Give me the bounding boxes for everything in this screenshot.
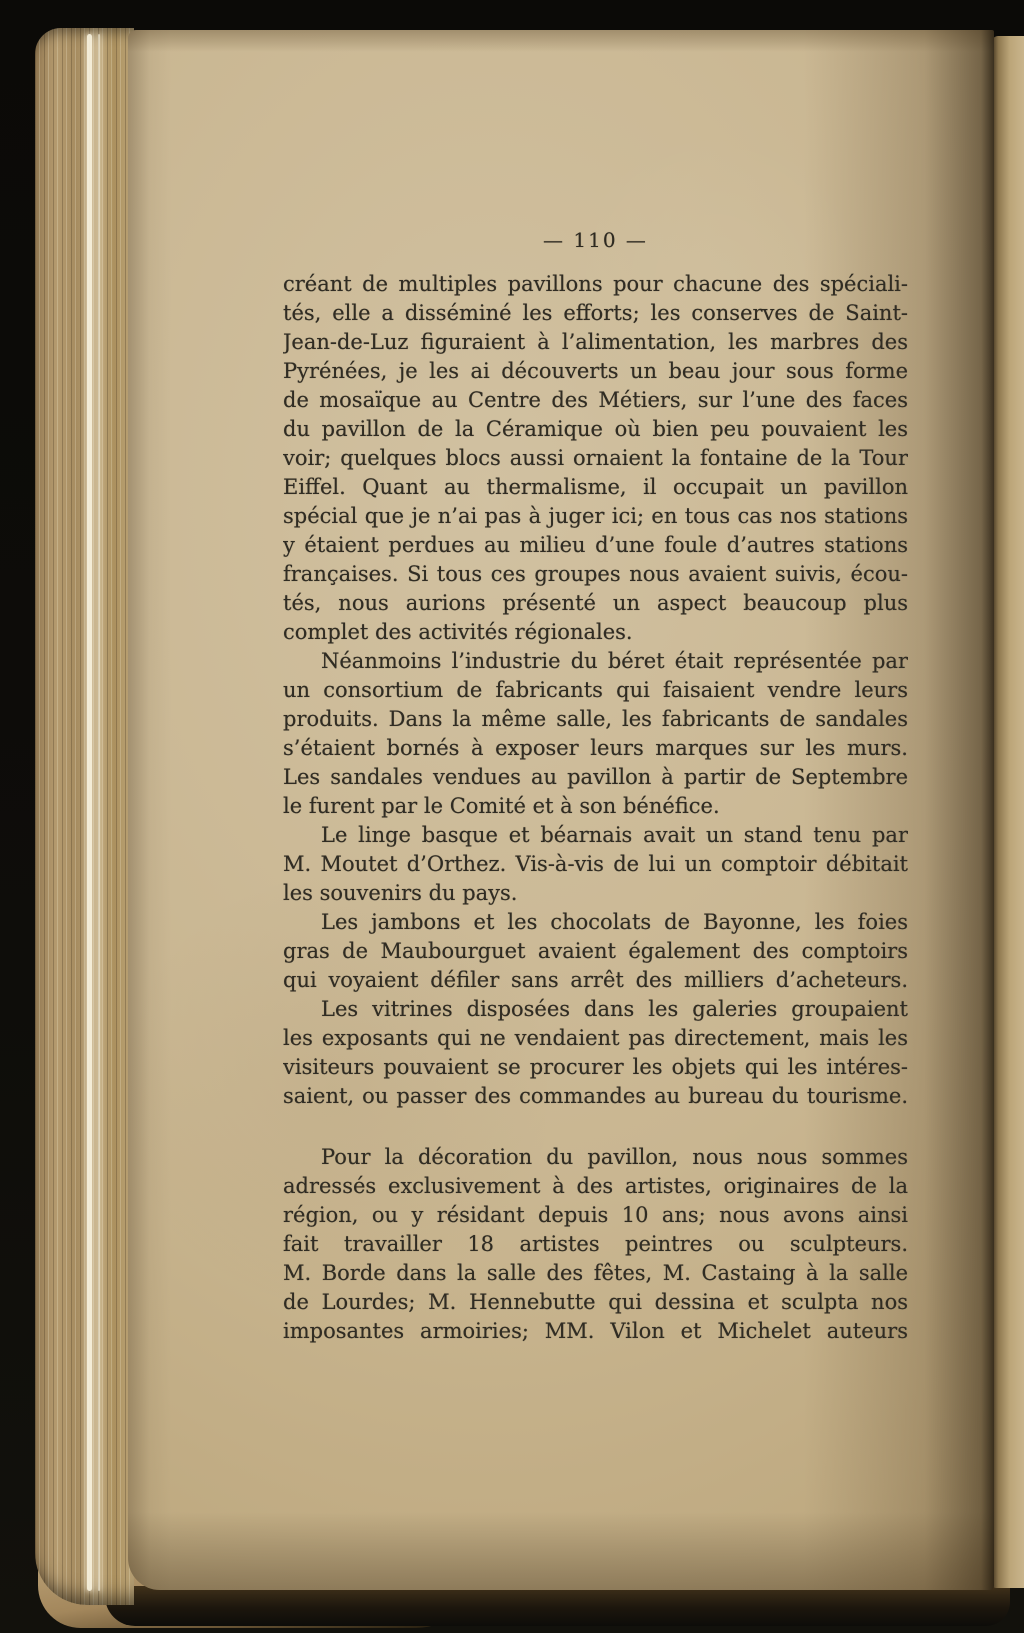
text-line: voir; quelques blocs aussi ornaient la fontaine de la Tour	[283, 446, 908, 470]
text-line: le furent par le Comité et à son bénéfice.	[283, 794, 720, 818]
page-edge-highlight	[98, 34, 100, 1591]
facing-page-sliver	[992, 36, 1024, 1588]
text-line: Pour la décoration du pavillon, nous nous sommes	[321, 1145, 908, 1169]
text-line: tés, nous aurions présenté un aspect beaucoup plus	[283, 591, 908, 615]
text-line: imposantes armoiries; MM. Vilon et Michelet auteurs	[283, 1319, 908, 1343]
text-line: adressés exclusivement à des artistes, originaires de la	[283, 1174, 908, 1198]
paragraph	[283, 821, 908, 908]
text-line: tés, elle a disséminé les efforts; les conserves de Saint-	[283, 301, 908, 325]
paragraph	[283, 647, 908, 821]
text-line: gras de Maubourguet avaient également des comptoirs	[283, 939, 908, 963]
text-line: saient, ou passer des commandes au bureau du tourisme.	[283, 1084, 908, 1108]
text-line: visiteurs pouvaient se procurer les objets qui les intéres-	[283, 1055, 908, 1079]
paragraph	[283, 1143, 908, 1346]
text-line: les souvenirs du pays.	[283, 881, 518, 905]
paragraph	[283, 270, 908, 647]
text-line: Eiffel. Quant au thermalisme, il occupait un pavillon	[283, 475, 908, 499]
paragraph	[283, 995, 908, 1111]
text-line: Les sandales vendues au pavillon à partir de Septembre	[283, 765, 908, 789]
text-line: fait travailler 18 artistes peintres ou sculpteurs.	[283, 1232, 908, 1256]
text-line: y étaient perdues au milieu d’une foule d’autres stations	[283, 533, 908, 557]
text-line: Jean-de-Luz figuraient à l’alimentation, les marbres des	[283, 330, 908, 354]
text-line: de Lourdes; M. Hennebutte qui dessina et sculpta nos	[283, 1290, 908, 1314]
text-line: région, ou y résidant depuis 10 ans; nous avons ainsi	[283, 1203, 908, 1227]
book-fore-edge-stack	[35, 28, 134, 1605]
text-line: Pyrénées, je les ai découverts un beau jour sous forme	[283, 359, 908, 383]
text-line: produits. Dans la même salle, les fabricants de sandales	[283, 707, 908, 731]
text-line: M. Borde dans la salle des fêtes, M. Castaing à la salle	[283, 1261, 908, 1285]
text-line: Néanmoins l’industrie du béret était représentée par	[321, 649, 908, 673]
text-line: M. Moutet d’Orthez. Vis-à-vis de lui un comptoir débitait	[283, 852, 908, 876]
book-page	[128, 30, 994, 1590]
text-line: du pavillon de la Céramique où bien peu pouvaient les	[283, 417, 908, 441]
text-line: qui voyaient défiler sans arrêt des milliers d’acheteurs.	[283, 968, 908, 992]
text-line: Les vitrines disposées dans les galeries groupaient	[321, 997, 908, 1021]
page-number: — 110 —	[543, 228, 648, 252]
text-line: les exposants qui ne vendaient pas directement, mais les	[283, 1026, 908, 1050]
text-line: spécial que je n’ai pas à juger ici; en tous cas nos stations	[283, 504, 908, 528]
text-line: françaises. Si tous ces groupes nous avaient suivis, écou-	[283, 562, 908, 586]
text-line: complet des activités régionales.	[283, 620, 633, 644]
page-edge-highlight	[87, 34, 92, 1591]
text-line: créant de multiples pavillons pour chacune des spéciali-	[283, 272, 908, 296]
text-line: Le linge basque et béarnais avait un stand tenu par	[321, 823, 908, 847]
text-line: un consortium de fabricants qui faisaient vendre leurs	[283, 678, 908, 702]
page-bottom-shadow	[105, 1586, 1010, 1626]
text-line: de mosaïque au Centre des Métiers, sur l’une des faces	[283, 388, 908, 412]
paragraph	[283, 908, 908, 995]
text-block	[283, 270, 908, 1346]
text-line: s’étaient bornés à exposer leurs marques sur les murs.	[283, 736, 908, 760]
text-line: Les jambons et les chocolats de Bayonne, les foies	[321, 910, 908, 934]
